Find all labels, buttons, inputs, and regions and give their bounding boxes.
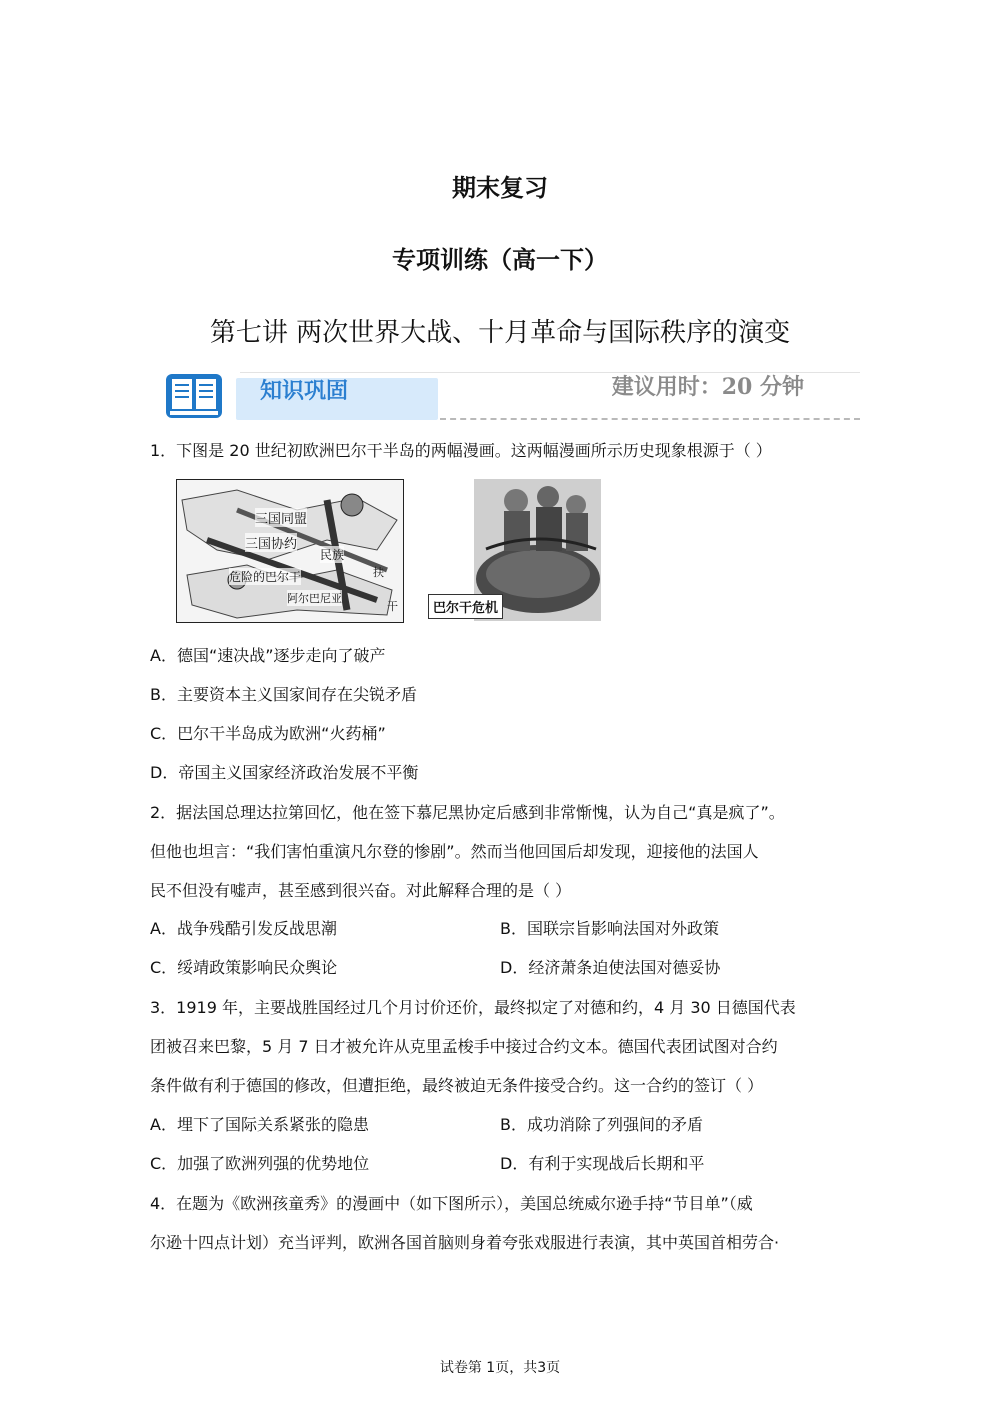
- q4-line: 尔逊十四点计划）充当评判，欧洲各国首脑则身着夸张戏服进行表演，其中英国首相劳合·: [150, 1233, 780, 1252]
- q3-option-a[interactable]: A．埋下了国际关系紧张的隐患: [150, 1115, 369, 1134]
- suggested-time: 建议用时：20 分钟: [611, 374, 804, 400]
- cartoon1-label: 扶: [373, 566, 384, 579]
- banner-label: 知识巩固: [260, 378, 349, 404]
- q4-line: 4．在题为《欧洲孩童秀》的漫画中（如下图所示），美国总统威尔逊手持“节目单”（威: [150, 1194, 753, 1213]
- q2-option-c[interactable]: C．绥靖政策影响民众舆论: [150, 958, 338, 977]
- open-book-icon: [164, 370, 224, 422]
- exam-subtitle: 专项训练（高一下）: [392, 245, 608, 274]
- cartoon1-label: 三国协约: [245, 533, 297, 552]
- question-1-stem: 1．下图是 20 世纪初欧洲巴尔干半岛的两幅漫画。这两幅漫画所示历史现象根源于（ ）: [150, 441, 772, 460]
- q2-line: 但他也坦言：“我们害怕重演凡尔登的惨剧”。然而当他回国后却发现，迎接他的法国人: [150, 842, 759, 861]
- q3-line: 团被召来巴黎，5 月 7 日才被允许从克里孟梭手中接过合约文本。德国代表团试图对合约: [150, 1037, 778, 1056]
- question-2-stem: [150, 793, 862, 910]
- question-3-stem: [150, 988, 862, 1105]
- cartoon1-label: 阿尔巴尼亚: [287, 592, 342, 605]
- cartoon1-label: 民族: [320, 548, 345, 562]
- q1-option-b[interactable]: B．主要资本主义国家间存在尖锐矛盾: [150, 685, 417, 704]
- banner-dashed-rule: [440, 418, 860, 420]
- q2-line: 民不但没有嘘声，甚至感到很兴奋。对此解释合理的是（ ）: [150, 881, 572, 900]
- q3-line: 3．1919 年，主要战胜国经过几个月讨价还价，最终拟定了对德和约，4 月 30 日德国代表: [150, 998, 796, 1017]
- q3-option-d[interactable]: D．有利于实现战后长期和平: [500, 1154, 705, 1173]
- cartoon1-label: 危险的巴尔干: [229, 570, 302, 584]
- q2-option-d[interactable]: D．经济萧条迫使法国对德妥协: [500, 958, 721, 977]
- page-footer: 试卷第 1页，共3页: [439, 1360, 561, 1376]
- q2-line: 2．据法国总理达拉第回忆，他在签下慕尼黑协定后感到非常惭愧，认为自己“真是疯了”。: [150, 803, 785, 822]
- cartoon2-caption: 巴尔干危机: [428, 594, 503, 619]
- cartoon-balkan-crisis: [426, 479, 601, 621]
- q3-option-b[interactable]: B．成功消除了列强间的矛盾: [500, 1115, 703, 1134]
- question-4-stem: [150, 1184, 862, 1262]
- section-banner: [160, 366, 860, 426]
- q3-line: 条件做有利于德国的修改，但遭拒绝，最终被迫无条件接受合约。这一合约的签订（ ）: [150, 1076, 764, 1095]
- q1-option-c[interactable]: C．巴尔干半岛成为欧洲“火药桶”: [150, 724, 386, 743]
- exam-title: 期末复习: [452, 173, 548, 202]
- cartoon1-label: 三国同盟: [255, 508, 307, 527]
- cartoon1-label: 干: [387, 600, 398, 613]
- q1-option-d[interactable]: D．帝国主义国家经济政治发展不平衡: [150, 763, 419, 782]
- q3-option-c[interactable]: C．加强了欧洲列强的优势地位: [150, 1154, 370, 1173]
- q1-option-a[interactable]: A．德国“速决战”逐步走向了破产: [150, 646, 386, 665]
- cartoon-balkans-alliances: [176, 479, 404, 623]
- q2-option-a[interactable]: A．战争残酷引发反战思潮: [150, 919, 337, 938]
- lecture-title: 第七讲 两次世界大战、十月革命与国际秩序的演变: [209, 318, 791, 348]
- q2-option-b[interactable]: B．国联宗旨影响法国对外政策: [500, 919, 719, 938]
